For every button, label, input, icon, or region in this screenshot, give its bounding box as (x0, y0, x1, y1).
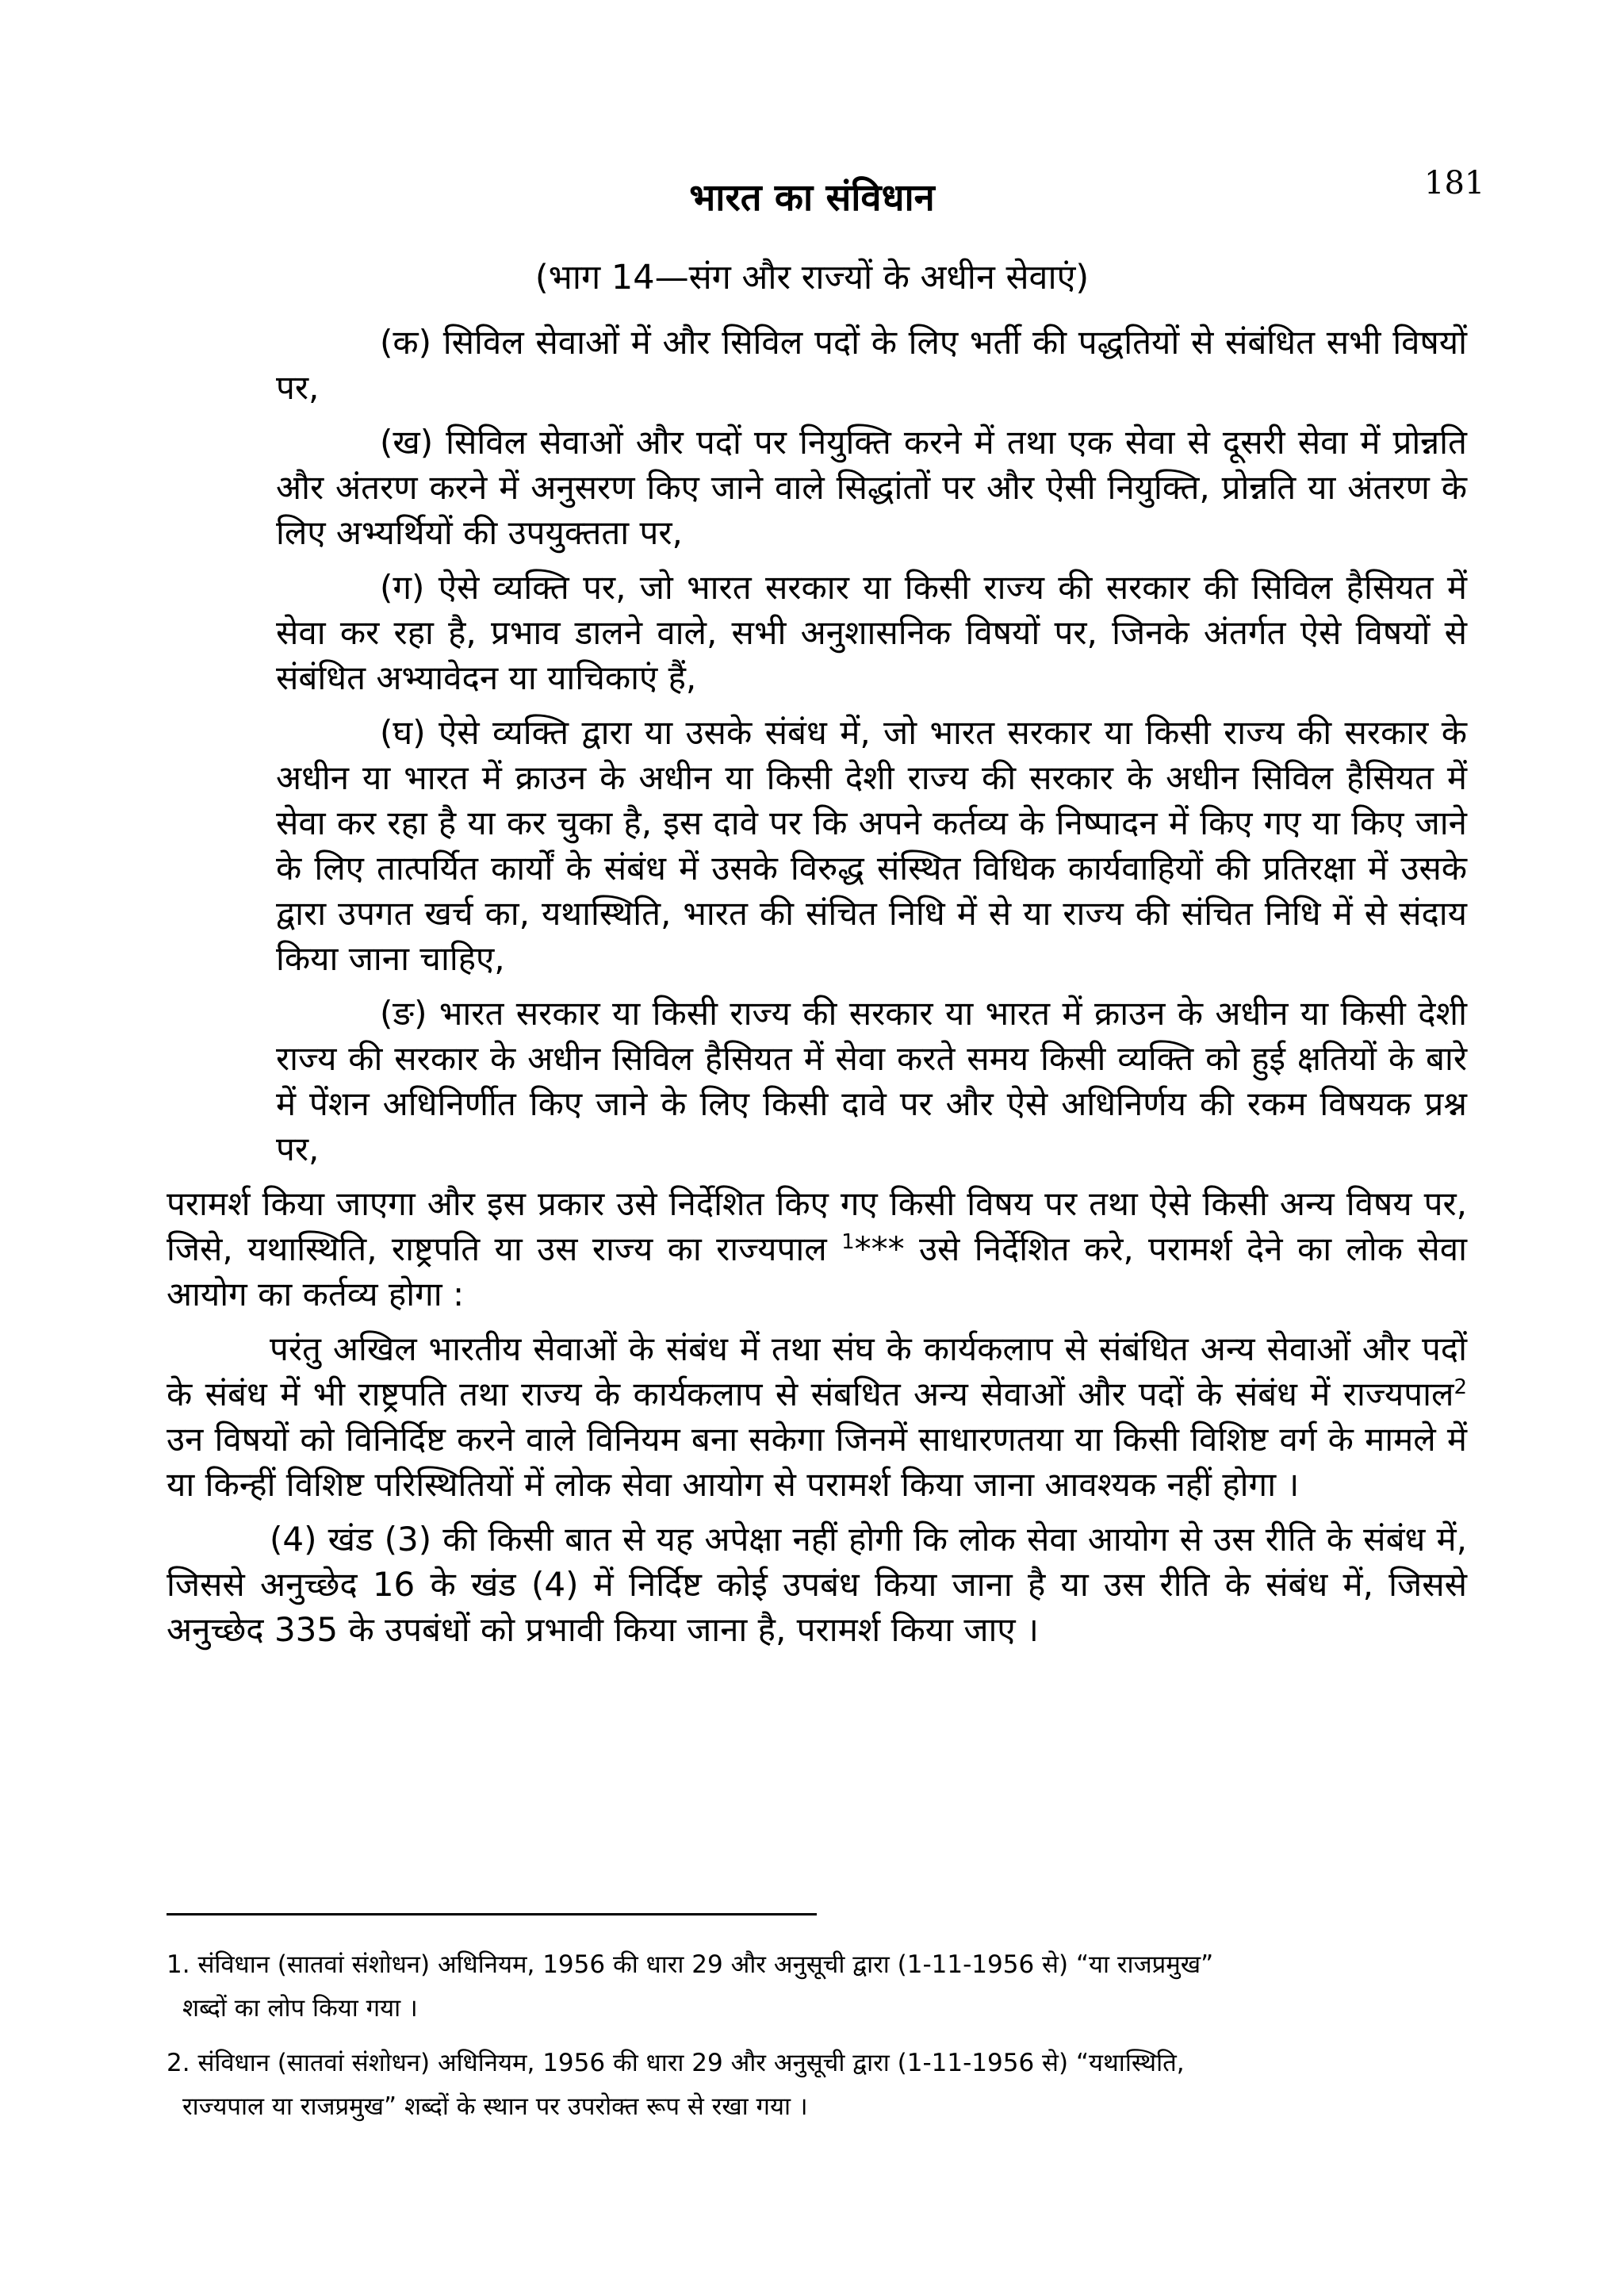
part-subtitle: (भाग 14—संग और राज्यों के अधीन सेवाएं) (534, 258, 1090, 297)
footnote-divider (167, 1913, 817, 1915)
closing-text-after: उसे निर्देशित करे, परामर्श देने का लोक सेवा आयोग का कर्तव्य होगा : (167, 1229, 1467, 1313)
clause-gha: (घ) ऐसे व्यक्ति द्वारा या उसके संबंध में, जो भारत सरकार या किसी राज्य की सरकार के अधीन या भारत में क्राउन के अधीन या किसी देशी राज्य की सरकार के अधीन सिविल हैसियत में सेवा कर रहा है या कर चुका है, इस दावे पर कि अपने कर्तव्य के निष्पादन में किए गए या किए जाने के लिए तात्पर्यित कार्यों के संबंध में उसके विरुद्ध संस्थित विधिक कार्यवाहियों की प्रतिरक्षा में उसके द्वारा उपगत खर्च का, यथास्थिति, भारत की संचित निधि में से या राज्य की संचित निधि में से संदाय किया जाना चाहिए, (276, 713, 1467, 978)
proviso-text-after: उन विषयों को विनिर्दिष्ट करने वाले विनियम बना सकेगा जिनमें साधारणतया या किसी विशिष्ट वर्ग के मामले में या किन्हीं विशिष्ट परिस्थितियों में लोक सेवा आयोग से परामर्श किया जाना आवश्यक नहीं होगा । (167, 1420, 1467, 1504)
clause-ka: (क) सिविल सेवाओं में और सिविल पदों के लिए भर्ती की पद्धतियों से संबंधित सभी विषयों पर, (276, 323, 1467, 407)
clause-kha: (ख) सिविल सेवाओं और पदों पर नियुक्ति करने में तथा एक सेवा से दूसरी सेवा में प्रोन्नति और अंतरण करने में अनुसरण किए जाने वाले सिद्धांतों पर और ऐसी नियुक्ति, प्रोन्नति या अंतरण के लिए अभ्यर्थियों की उपयुक्तता पर, (276, 423, 1467, 552)
clause-nga: (ङ) भारत सरकार या किसी राज्य की सरकार या भारत में क्राउन के अधीन या किसी देशी राज्य की सरकार के अधीन सिविल हैसियत में सेवा करते समय किसी व्यक्ति को हुई क्षतियों के बारे में पेंशन अधिनिर्णीत किए जाने के लिए किसी दावे पर और ऐसे अधिनिर्णय की रकम विषयक प्रश्न पर, (276, 994, 1467, 1168)
footnote-2 (167, 2042, 1467, 2129)
omission-mark: *** (854, 1229, 905, 1268)
footnote-ref-1: 1 (841, 1230, 855, 1254)
clause-4: (4) खंड (3) की किसी बात से यह अपेक्षा नहीं होगी कि लोक सेवा आयोग से उस रीति के संबंध में, जिससे अनुच्छेद 16 के खंड (4) में निर्दिष्ट कोई उपबंध किया जाना है या उस रीति के संबंध में, जिससे अनुच्छेद 335 के उपबंधों को प्रभावी किया जाना है, परामर्श किया जाए । (167, 1520, 1467, 1649)
footnotes (167, 1943, 1467, 2140)
footnote-text: संविधान (सातवां संशोधन) अधिनियम, 1956 की धारा 29 और अनुसूची द्वारा (1-11-1956 से) “यथास्थिति, (197, 2049, 1185, 2077)
footnote-text-continued: शब्दों का लोप किया गया । (182, 1994, 418, 2023)
page-number: 181 (1424, 165, 1485, 201)
footnote-1 (167, 1943, 1467, 2030)
proviso-text-before: परंतु अखिल भारतीय सेवाओं के संबंध में तथा संघ के कार्यकलाप से संबंधित अन्य सेवाओं और पदों के संबंध में भी राष्ट्रपति तथा राज्य के कार्यकलाप से संबधित अन्य सेवाओं और पदों के संबंध में राज्यपाल (167, 1329, 1467, 1413)
footnote-text-continued: राज्यपाल या राजप्रमुख” शब्दों के स्थान पर उपरोक्त रूप से रखा गया । (182, 2092, 808, 2121)
clause-ga: (ग) ऐसे व्यक्ति पर, जो भारत सरकार या किसी राज्य की सरकार की सिविल हैसियत में सेवा कर रहा है, प्रभाव डालने वाले, सभी अनुशासनिक विषयों पर, जिनके अंतर्गत ऐसे विषयों से संबंधित अभ्यावेदन या याचिकाएं हैं, (276, 568, 1467, 697)
page-title: भारत का संविधान (689, 176, 935, 220)
footnote-ref-2: 2 (1454, 1375, 1467, 1399)
footnote-text: संविधान (सातवां संशोधन) अधिनियम, 1956 की धारा 29 और अनुसूची द्वारा (1-11-1956 से) “या राजप्रमुख” (197, 1950, 1214, 1979)
footnote-marker: 2. (167, 2049, 190, 2077)
document-body (167, 320, 1467, 1662)
footnote-marker: 1. (167, 1950, 190, 1979)
closing-paragraph (167, 1181, 1467, 1317)
proviso-paragraph (167, 1326, 1467, 1507)
closing-text-before: परामर्श किया जाएगा और इस प्रकार उसे निर्देशित किए गए किसी विषय पर तथा ऐसे किसी अन्य विषय पर, जिसे, यथास्थिति, राष्ट्रपति या उस राज्य का राज्यपाल (167, 1184, 1467, 1268)
